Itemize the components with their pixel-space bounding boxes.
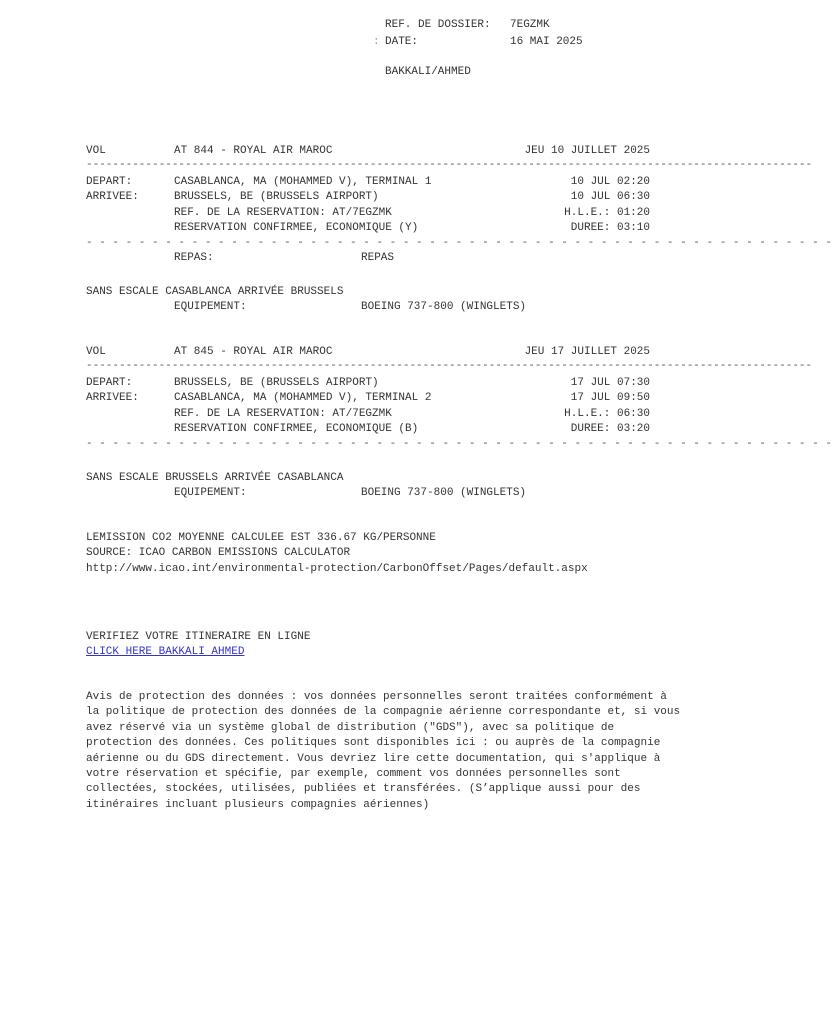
co2-source: SOURCE: ICAO CARBON EMISSIONS CALCULATOR	[86, 547, 351, 559]
flight-label: VOL	[86, 346, 106, 358]
depart-place: CASABLANCA, MA (MOHAMMED V), TERMINAL 1	[174, 176, 432, 188]
flight-number: AT 845 - ROYAL AIR MAROC	[174, 346, 333, 358]
depart-label: DEPART:	[86, 377, 133, 389]
verify-itinerary-label: VERIFIEZ VOTRE ITINERAIRE EN LIGNE	[86, 631, 311, 643]
equipment-value: BOEING 737-800 (WINGLETS)	[361, 301, 527, 313]
equipment-label: EQUIPEMENT:	[174, 301, 247, 313]
meals-value: REPAS	[361, 252, 395, 264]
meals-label: REPAS:	[174, 252, 214, 264]
passenger-name: BAKKALI/AHMED	[385, 66, 471, 78]
dashed-divider: - - - - - - - - - - - - - - - - - - - - - - - - - - - - - - - - - - - - - - - - - - - - - - - - - - - - - - - - -	[86, 237, 832, 249]
flight-date: JEU 10 JUILLET 2025	[524, 145, 650, 157]
arrive-time: 17 JUL 09:50	[570, 392, 650, 404]
reservation-ref: REF. DE LA RESERVATION: AT/7EGZMK	[174, 207, 392, 219]
reservation-status: RESERVATION CONFIRMEE, ECONOMIQUE (Y)	[174, 222, 419, 234]
flight-date: JEU 17 JUILLET 2025	[524, 346, 650, 358]
equipment-value: BOEING 737-800 (WINGLETS)	[361, 487, 527, 499]
solid-divider: --------------------------------------------------------------------------------------------------------------	[86, 159, 813, 171]
arrive-time: 10 JUL 06:30	[570, 191, 650, 203]
depart-place: BRUSSELS, BE (BRUSSELS AIRPORT)	[174, 377, 379, 389]
co2-emission: LEMISSION CO2 MOYENNE CALCULEE EST 336.67 KG/PERSONNE	[86, 532, 436, 544]
data-protection-notice: Avis de protection des données : vos données personnelles seront traitées conformément à la politique de protection des données de la compagnie aérienne correspondante et, si vous avez réservé via un système global de distribution ("GDS"), avec sa politique de protection des données. Ces politiques sont disponibles ici : ou auprès de la compagnie aérienne ou du GDS directement. Vous devriez lire cette documentation, qui s'applique à votre réservation et spécifie, par exemple, comment vos données personnelles sont collectées, stockées, utilisées, publiées et transférées. (S’applique aussi pour des itinéraires incluant plusieurs compagnies aériennes)	[86, 691, 681, 811]
equipment-label: EQUIPEMENT:	[174, 487, 247, 499]
arrive-place: CASABLANCA, MA (MOHAMMED V), TERMINAL 2	[174, 392, 432, 404]
reservation-status: RESERVATION CONFIRMEE, ECONOMIQUE (B)	[174, 423, 419, 435]
depart-time: 10 JUL 02:20	[570, 176, 650, 188]
arrive-label: ARRIVEE:	[86, 392, 139, 404]
booking-reference-value: 7EGZMK	[510, 19, 550, 31]
reservation-ref: REF. DE LA RESERVATION: AT/7EGZMK	[174, 408, 392, 420]
verify-itinerary-link[interactable]: CLICK HERE BAKKALI AHMED	[86, 646, 245, 658]
dashed-divider: - - - - - - - - - - - - - - - - - - - - - - - - - - - - - - - - - - - - - - - - - - - - - - - - - - - - - - - - -	[86, 438, 832, 450]
flight-duration: DUREE: 03:10	[570, 222, 650, 234]
date-value: 16 MAI 2025	[510, 36, 583, 48]
depart-label: DEPART:	[86, 176, 133, 188]
local-time-offset: H.L.E.: 01:20	[564, 207, 650, 219]
flight-number: AT 844 - ROYAL AIR MAROC	[174, 145, 333, 157]
arrive-label: ARRIVEE:	[86, 191, 139, 203]
depart-time: 17 JUL 07:30	[570, 377, 650, 389]
stop-info: SANS ESCALE BRUSSELS ARRIVÉE CASABLANCA	[86, 472, 344, 484]
date-label: DATE:	[385, 36, 419, 48]
solid-divider: --------------------------------------------------------------------------------------------------------------	[86, 360, 813, 372]
local-time-offset: H.L.E.: 06:30	[564, 408, 650, 420]
co2-url: http://www.icao.int/environmental-protection/CarbonOffset/Pages/default.aspx	[86, 563, 588, 575]
flight-label: VOL	[86, 145, 106, 157]
flight-duration: DUREE: 03:20	[570, 423, 650, 435]
arrive-place: BRUSSELS, BE (BRUSSELS AIRPORT)	[174, 191, 379, 203]
stop-info: SANS ESCALE CASABLANCA ARRIVÉE BRUSSELS	[86, 286, 344, 298]
date-marker: :	[373, 36, 380, 48]
booking-reference-label: REF. DE DOSSIER:	[385, 19, 491, 31]
